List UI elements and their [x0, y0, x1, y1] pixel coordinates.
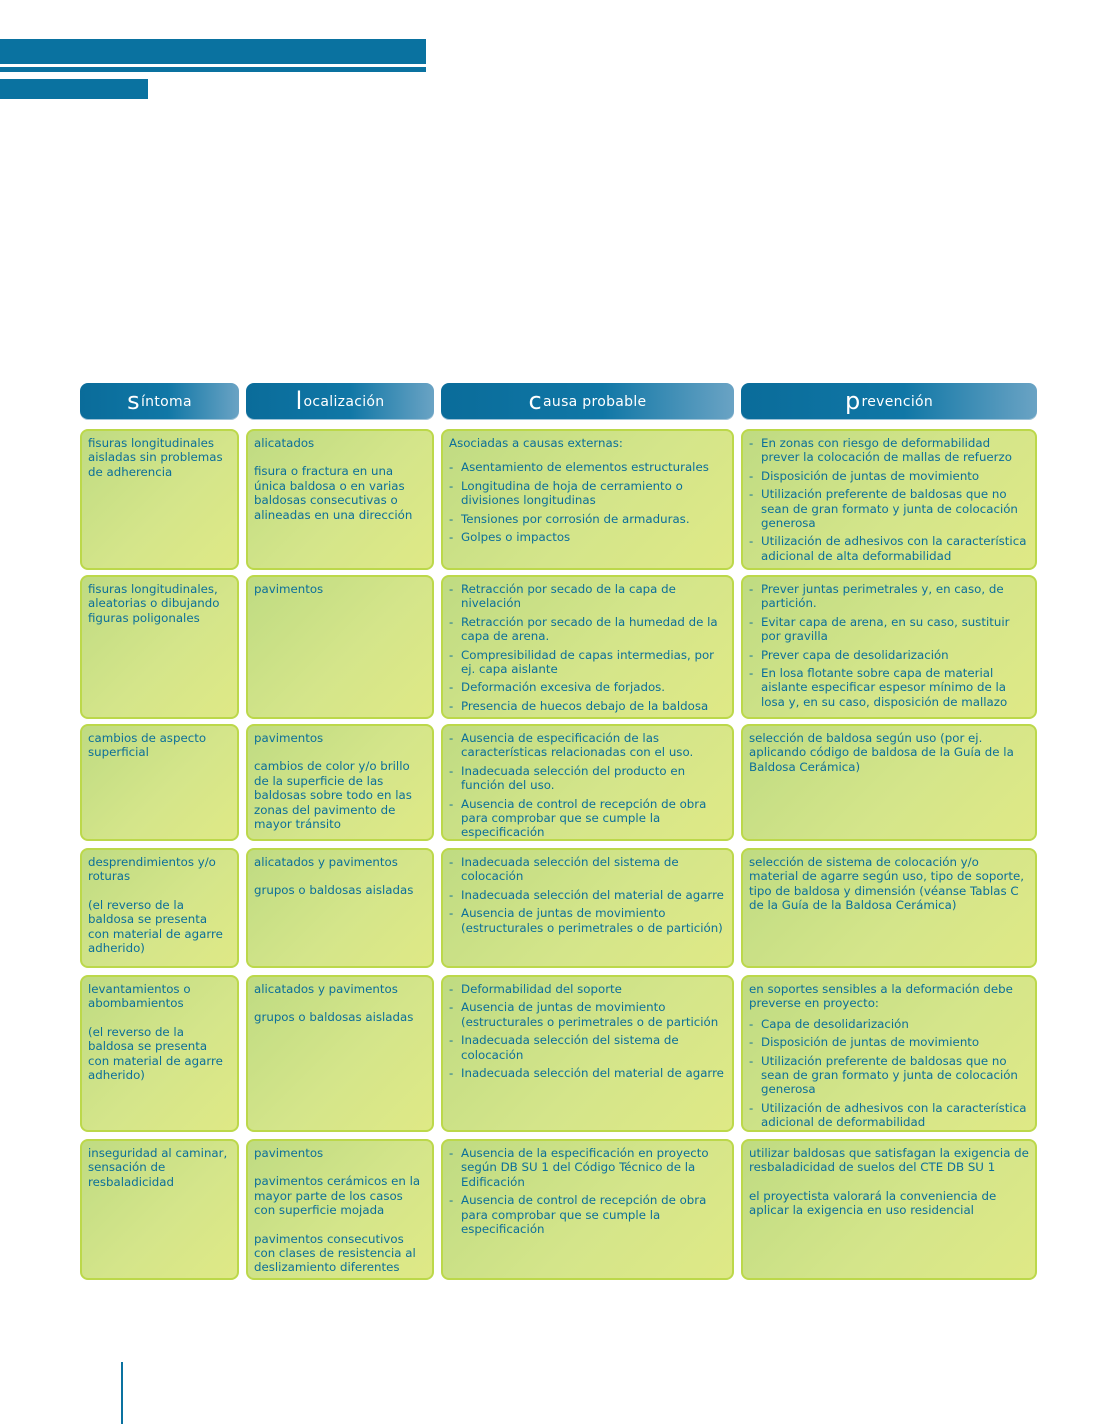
prevencion-text: selección de sistema de colocación y/o material de agarre según uso, tipo de soporte, tipo de baldosa y dimensión (véanse Tablas C de la Guía de la Baldosa Cerámica)	[749, 855, 1025, 913]
header-prevencion-initial: p	[844, 387, 861, 415]
causa-list	[449, 582, 726, 713]
sintoma-text: levantamientos o abombamientos	[88, 982, 191, 1011]
list-item: - Inadecuada selección del sistema de colocación	[449, 855, 726, 884]
localizacion-text: pavimentos	[254, 1146, 324, 1160]
list-item: - Disposición de juntas de movimiento	[749, 469, 1029, 483]
localizacion-text: alicatados y pavimentos	[254, 855, 398, 869]
localizacion-text: pavimentos	[254, 582, 324, 596]
cell-causa	[441, 1139, 734, 1280]
top-decorative-line	[0, 67, 426, 72]
list-item: - Utilización de adhesivos con la característica adicional de deformabilidad	[749, 1101, 1029, 1130]
sintoma-text: fisuras longitudinales aisladas sin problemas de adherencia	[88, 436, 223, 479]
list-item: - Ausencia de juntas de movimiento (estructurales o perimetrales o de partición)	[449, 906, 726, 935]
cell-sintoma	[80, 429, 239, 570]
list-item: - Inadecuada selección del producto en función del uso.	[449, 764, 726, 793]
header-localizacion-rest: ocalización	[303, 394, 385, 410]
causa-lead: Asociadas a causas externas:	[449, 436, 623, 450]
list-item: - Retracción por secado de la capa de nivelación	[449, 582, 726, 611]
list-item: - Utilización preferente de baldosas que no sean de gran formato y junta de colocación generosa	[749, 1054, 1029, 1097]
list-item: - Compresibilidad de capas intermedias, por ej. capa aislante	[449, 648, 726, 677]
localizacion-text: grupos o baldosas aisladas	[254, 883, 414, 898]
list-item: - Utilización de adhesivos con la característica adicional de alta deformabilidad	[749, 534, 1029, 563]
short-decorative-bar	[0, 79, 148, 99]
cell-sintoma	[80, 575, 239, 719]
sintoma-text: (el reverso de la baldosa se presenta con material de agarre adherido)	[88, 897, 223, 956]
localizacion-text: pavimentos	[254, 731, 324, 745]
sintoma-text: cambios de aspecto superficial	[88, 731, 207, 760]
cell-causa	[441, 575, 734, 719]
list-item: - Asentamiento de elementos estructurales	[449, 460, 726, 474]
cell-prevencion	[741, 724, 1037, 841]
list-item: - Evitar capa de arena, en su caso, sustituir por gravilla	[749, 615, 1029, 644]
cell-localizacion	[246, 724, 434, 841]
cell-prevencion	[741, 975, 1037, 1132]
list-item: - Ausencia de la especificación en proyecto según DB SU 1 del Código Técnico de la Edificación	[449, 1146, 726, 1189]
cell-localizacion	[246, 975, 434, 1132]
causa-list	[449, 460, 726, 544]
causa-list	[449, 855, 726, 935]
localizacion-text: alicatados	[254, 436, 315, 450]
cell-localizacion	[246, 575, 434, 719]
header-prevencion-rest: revención	[861, 394, 934, 410]
cell-prevencion	[741, 1139, 1037, 1280]
list-item: - Deformación excesiva de forjados.	[449, 680, 726, 694]
causa-list	[449, 982, 726, 1080]
list-item: - Inadecuada selección del material de agarre	[449, 1066, 726, 1080]
cell-sintoma	[80, 848, 239, 968]
list-item: - Ausencia de control de recepción de obra para comprobar que se cumple la especificación	[449, 1193, 726, 1236]
header-prevencion	[741, 383, 1037, 419]
sintoma-text: desprendimientos y/o roturas	[88, 855, 216, 884]
cell-localizacion	[246, 429, 434, 570]
cell-causa	[441, 429, 734, 570]
list-item: - Tensiones por corrosión de armaduras.	[449, 512, 726, 526]
header-sintoma-rest: íntoma	[140, 394, 192, 410]
top-decorative-bar	[0, 39, 426, 64]
cell-prevencion	[741, 429, 1037, 570]
cell-sintoma	[80, 1139, 239, 1280]
cell-prevencion	[741, 575, 1037, 719]
list-item: - Deformabilidad del soporte	[449, 982, 726, 996]
list-item: - Presencia de huecos debajo de la baldosa	[449, 699, 726, 713]
localizacion-text: pavimentos consecutivos con clases de resistencia al deslizamiento diferentes	[254, 1231, 416, 1275]
prevencion-list	[749, 582, 1029, 709]
sintoma-text: fisuras longitudinales, aleatorias o dibujando figuras poligonales	[88, 582, 220, 625]
cell-prevencion	[741, 848, 1037, 968]
header-sintoma	[80, 383, 239, 419]
cell-causa	[441, 975, 734, 1132]
list-item: - Golpes o impactos	[449, 530, 726, 544]
localizacion-text: fisura o fractura en una única baldosa o en varias baldosas consecutivas o alineadas en una dirección	[254, 464, 413, 522]
prevencion-text: selección de baldosa según uso (por ej. aplicando código de baldosa de la Guía de la Baldosa Cerámica)	[749, 731, 1014, 774]
header-localizacion-initial: l	[295, 387, 303, 415]
list-item: - Capa de desolidarización	[749, 1017, 1029, 1031]
prevencion-text: utilizar baldosas que satisfagan la exigencia de resbaladicidad de suelos del CTE DB SU 1	[749, 1146, 1029, 1175]
localizacion-text: grupos o baldosas aisladas	[254, 1010, 414, 1025]
list-item: - Prever capa de desolidarización	[749, 648, 1029, 662]
cell-causa	[441, 848, 734, 968]
list-item: - Utilización preferente de baldosas que no sean de gran formato y junta de colocación generosa	[749, 487, 1029, 530]
localizacion-text: cambios de color y/o brillo de la superficie de las baldosas sobre todo en las zonas del pavimento de mayor tránsito	[254, 759, 412, 832]
list-item: - Prever juntas perimetrales y, en caso, de partición.	[749, 582, 1029, 611]
sintoma-text: inseguridad al caminar, sensación de resbaladicidad	[88, 1146, 228, 1189]
footer-vertical-line	[121, 1362, 123, 1424]
header-causa	[441, 383, 734, 419]
prevencion-lead: en soportes sensibles a la deformación debe preverse en proyecto:	[749, 982, 1013, 1011]
prevencion-list	[749, 1017, 1029, 1130]
list-item: - En losa flotante sobre capa de material aislante especificar espesor mínimo de la losa y, en su caso, disposición de mallazo	[749, 666, 1029, 709]
list-item: - Inadecuada selección del material de agarre	[449, 888, 726, 902]
list-item: - Disposición de juntas de movimiento	[749, 1035, 1029, 1049]
header-sintoma-initial: s	[127, 387, 140, 415]
cell-sintoma	[80, 975, 239, 1132]
causa-list	[449, 731, 726, 840]
list-item: - Ausencia de control de recepción de obra para comprobar que se cumple la especificación	[449, 797, 726, 840]
cell-sintoma	[80, 724, 239, 841]
causa-list	[449, 1146, 726, 1236]
sintoma-text: (el reverso de la baldosa se presenta con material de agarre adherido)	[88, 1024, 223, 1083]
localizacion-text: alicatados y pavimentos	[254, 982, 398, 996]
header-causa-initial: c	[528, 387, 543, 415]
list-item: - En zonas con riesgo de deformabilidad prever la colocación de mallas de refuerzo	[749, 436, 1029, 465]
list-item: - Ausencia de juntas de movimiento (estructurales o perimetrales o de partición	[449, 1000, 726, 1029]
header-causa-rest: ausa probable	[543, 394, 647, 410]
list-item: - Inadecuada selección del sistema de colocación	[449, 1033, 726, 1062]
prevencion-list	[749, 436, 1029, 563]
prevencion-text: el proyectista valorará la conveniencia de aplicar la exigencia en uso residencial	[749, 1188, 997, 1218]
cell-causa	[441, 724, 734, 841]
cell-localizacion	[246, 848, 434, 968]
list-item: - Ausencia de especificación de las características relacionadas con el uso.	[449, 731, 726, 760]
cell-localizacion	[246, 1139, 434, 1280]
list-item: - Longitudina de hoja de cerramiento o divisiones longitudinas	[449, 479, 726, 508]
header-localizacion	[246, 383, 434, 419]
list-item: - Retracción por secado de la humedad de la capa de arena.	[449, 615, 726, 644]
localizacion-text: pavimentos cerámicos en la mayor parte de los casos con superficie mojada	[254, 1174, 421, 1218]
